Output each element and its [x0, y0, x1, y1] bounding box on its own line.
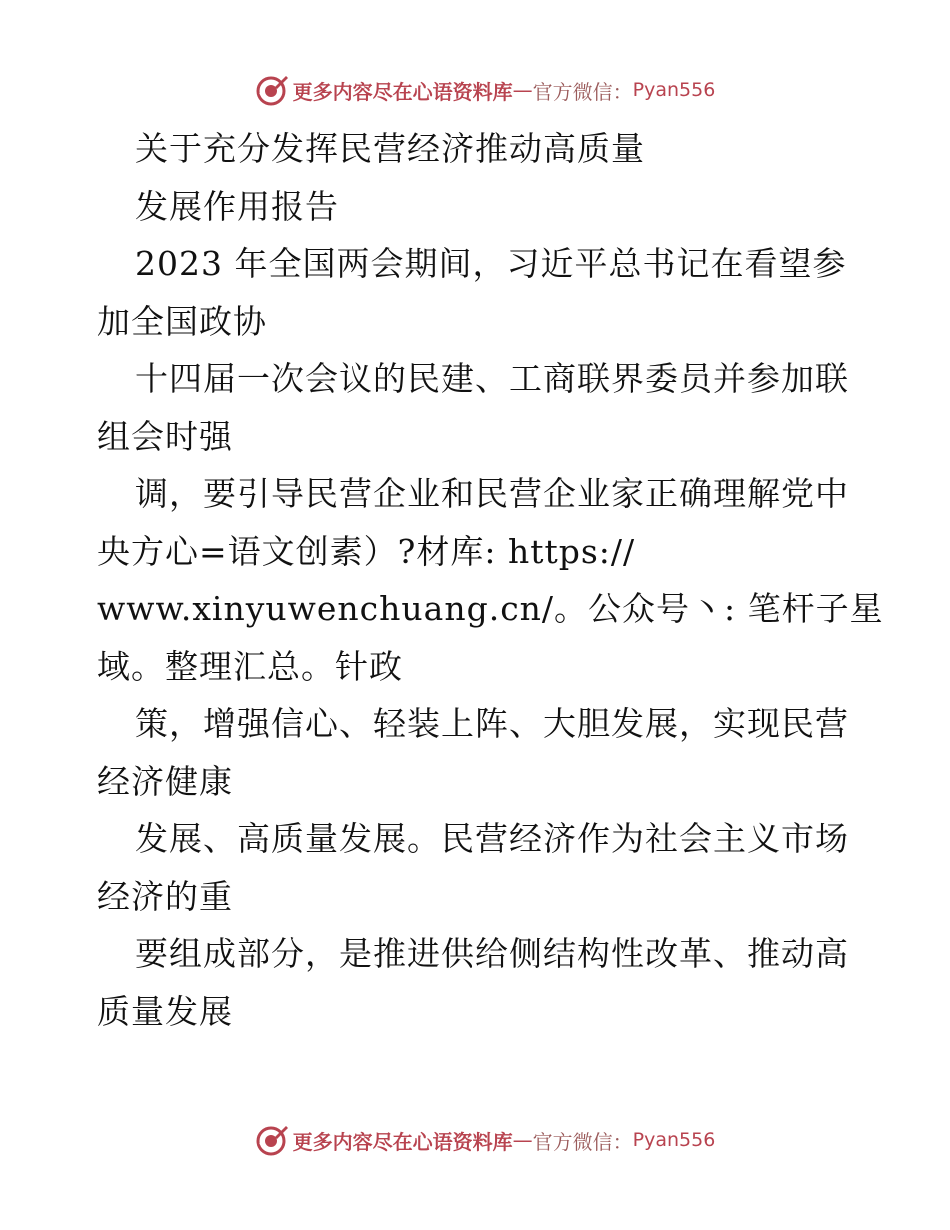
text-line: 策，增强信心、轻装上阵、大胆发展，实现民营 — [135, 704, 849, 743]
document-body — [97, 120, 884, 1040]
text-line: 加全国政协 — [97, 301, 267, 341]
banner-content — [255, 73, 716, 107]
banner-dash: — — [512, 1128, 533, 1152]
text-line: 十四届一次会议的民建、工商联界委员并参加联 — [135, 359, 849, 398]
text-line: 发展作用报告 — [135, 186, 339, 226]
text-line: 经济健康 — [97, 761, 233, 801]
banner-main-text: 更多内容尽在心语资料库 — [292, 1129, 513, 1154]
text-line: 域。整理汇总。针政 — [97, 646, 403, 686]
banner-label: 官方微信： — [532, 79, 633, 104]
text-line: 要组成部分，是推进供给侧结构性改革、推动高 — [135, 934, 849, 973]
pen-logo-icon — [255, 73, 289, 107]
header-banner — [0, 70, 950, 110]
banner-main-text: 更多内容尽在心语资料库 — [292, 79, 513, 104]
banner-wechat-id: Pyan556 — [632, 1129, 716, 1151]
text-line: 经济的重 — [97, 876, 233, 916]
text-line: 调，要引导民营企业和民营企业家正确理解党中 — [135, 474, 849, 513]
text-line: 质量发展 — [97, 991, 233, 1031]
banner-label: 官方微信： — [532, 1129, 633, 1154]
pen-logo-icon — [255, 1123, 289, 1157]
banner-content — [255, 1123, 716, 1157]
footer-banner — [0, 1120, 950, 1160]
banner-dash: — — [512, 78, 533, 102]
text-line: 关于充分发挥民营经济推动高质量 — [135, 129, 645, 168]
text-line: 组会时强 — [97, 416, 233, 456]
text-line: www.xinyuwenchuang.cn/。公众号丶: 笔杆子星 — [97, 589, 884, 628]
banner-wechat-id: Pyan556 — [632, 79, 716, 101]
text-line: 央方心=语文创素）?材库: https:// — [97, 531, 636, 571]
text-line: 2023 年全国两会期间，习近平总书记在看望参 — [135, 244, 847, 283]
text-line: 发展、高质量发展。民营经济作为社会主义市场 — [135, 819, 849, 858]
